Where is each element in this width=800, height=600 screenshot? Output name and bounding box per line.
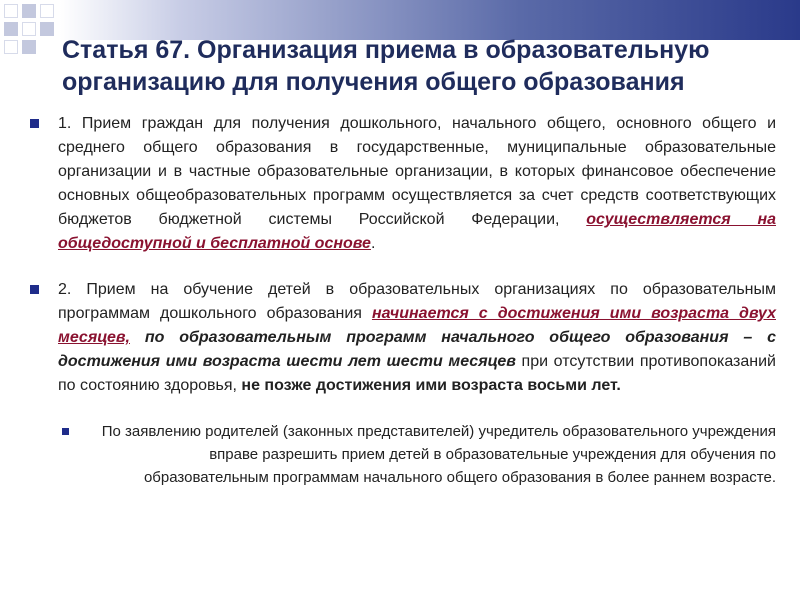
bullet-list bbox=[28, 112, 776, 489]
square-bullet-icon bbox=[62, 428, 69, 435]
item1-end: . bbox=[370, 235, 376, 252]
item2-part2: по образовательным программ начального общего образования – с достижения ими возраста шести лет шести месяцев bbox=[58, 329, 776, 370]
item2-part4: не позже достижения ими возраста восьми лет. bbox=[241, 377, 621, 394]
square-bullet-icon bbox=[30, 285, 39, 294]
item1-emphasis: осуществляется на общедоступной и бесплатной основе bbox=[58, 211, 777, 252]
item2-emphasis: начинается с достижения ими возраста двух месяцев, bbox=[58, 305, 776, 346]
item2-part3: при отсутствии противопоказаний по состоянию здоровья, bbox=[58, 353, 776, 394]
note-text: По заявлению родителей (законных представителей) учредитель образовательного учреждения вправе разрешить прием детей в образовательные учреждения для обучения по образовательным программам начального общего образования в более раннем возрасте. bbox=[101, 423, 776, 486]
note-paragraph bbox=[28, 420, 776, 489]
square-bullet-icon bbox=[30, 119, 39, 128]
list-item-2 bbox=[28, 278, 776, 398]
item2-part1: 2. Прием на обучение детей в образовательных организациях по образовательным программам дошкольного образования bbox=[58, 281, 776, 322]
list-item-1 bbox=[28, 112, 776, 256]
item1-text: 1. Прием граждан для получения дошкольного, начального общего, основного общего и среднего общего образования в государственные, муниципальные образовательные организации и в частные образовательные организации, в которых финансовое обеспечение основных общеобразовательных программ осуществляется за счет средств соответствующих бюджетов бюджетной системы Российской Федерации, bbox=[58, 115, 776, 228]
corner-squares-decoration bbox=[0, 0, 70, 60]
page-title: Статья 67. Организация приема в образовательную организацию для получения общего образования bbox=[62, 36, 710, 96]
